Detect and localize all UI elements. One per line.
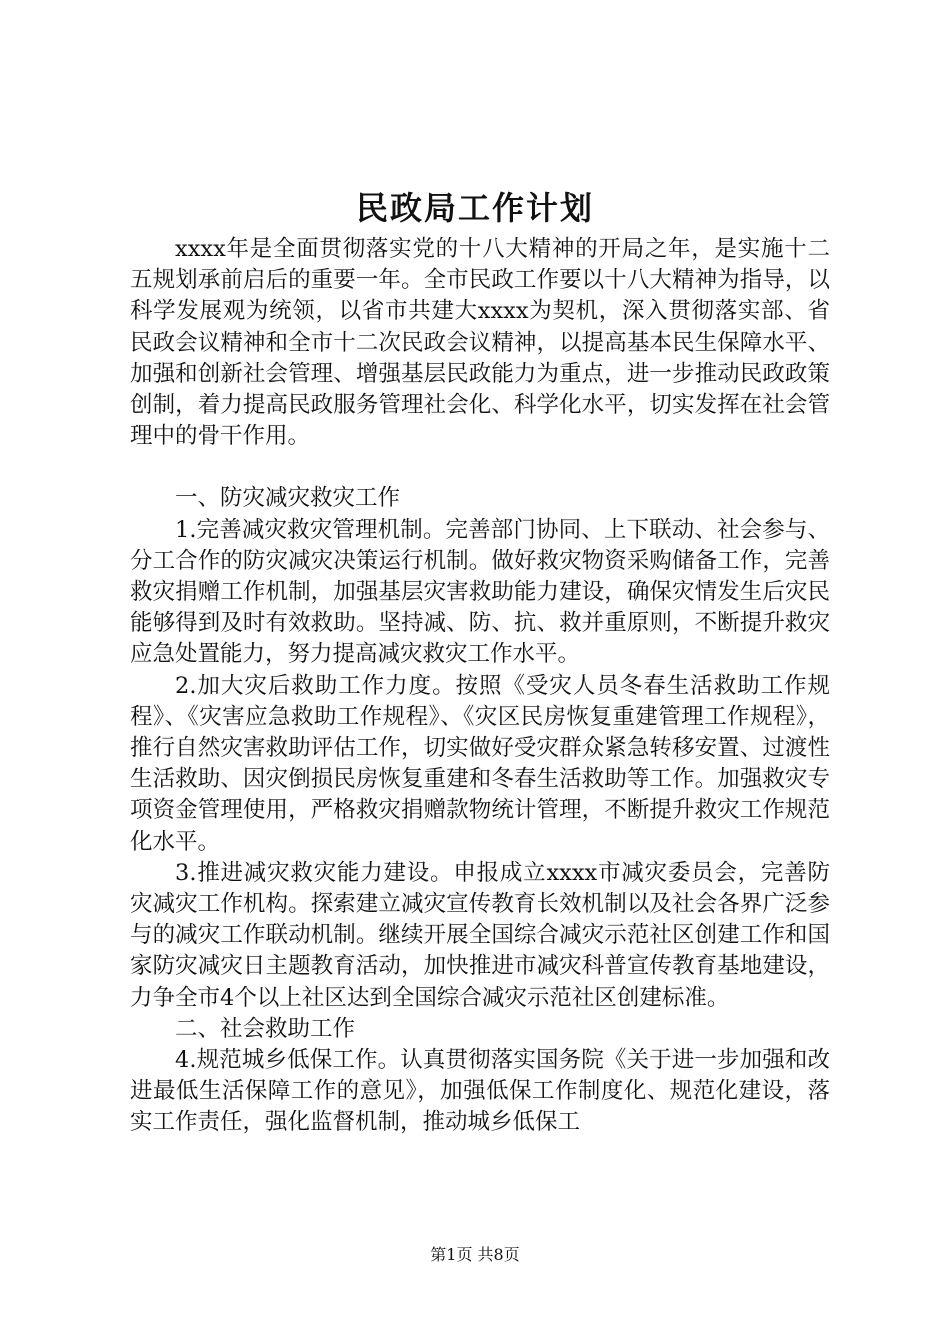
- page-number: 第1页 共8页: [430, 1245, 520, 1264]
- section-heading-2: 二、社会救助工作: [175, 1015, 356, 1042]
- page-title: 民政局工作计划: [355, 189, 594, 227]
- document-body: [130, 234, 830, 1139]
- paragraph-item-2: 2.加大灾后救助工作力度。按照《受灾人员冬春生活救助工作规程》、《灾害应急救助工作规程》、《灾区民房恢复重建管理工作规程》，推行自然灾害救助评估工作，切实做好受灾群众紧急转移安置、过渡性生活救助、因灾倒损民房恢复重建和冬春生活救助等工作。加强救灾专项资金管理使用，严格救灾捐赠款物统计管理，不断提升救灾工作规范化水平。: [130, 672, 830, 855]
- paragraph-item-3: 3.推进减灾救灾能力建设。申报成立xxxx市减灾委员会，完善防灾减灾工作机构。探索建立减灾宣传教育长效机制以及社会各界广泛参与的减灾工作联动机制。继续开展全国综合减灾示范社区创建工作和国家防灾减灾日主题教育活动，加快推进市减灾科普宣传教育基地建设，力争全市4个以上社区达到全国综合减灾示范社区创建标准。: [130, 859, 830, 1011]
- intro-paragraph: xxxx年是全面贯彻落实党的十八大精神的开局之年，是实施十二五规划承前启后的重要一年。全市民政工作要以十八大精神为指导，以科学发展观为统领，以省市共建大xxxx为契机，深入贯彻落实部、省民政会议精神和全市十二次民政会议精神，以提高基本民生保障水平、加强和创新社会管理、增强基层民政能力为重点，进一步推动民政政策创制，着力提高民政服务管理社会化、科学化水平，切实发挥在社会管理中的骨干作用。: [130, 236, 830, 450]
- paragraph-item-1: 1.完善减灾救灾管理机制。完善部门协同、上下联动、社会参与、分工合作的防灾减灾决策运行机制。做好救灾物资采购储备工作，完善救灾捐赠工作机制，加强基层灾害救助能力建设，确保灾情发生后灾民能够得到及时有效救助。坚持减、防、抗、救并重原则，不断提升救灾应急处置能力，努力提高减灾救灾工作水平。: [130, 516, 830, 668]
- paragraph-item-4: 4.规范城乡低保工作。认真贯彻落实国务院《关于进一步加强和改进最低生活保障工作的意见》，加强低保工作制度化、规范化建设，落实工作责任，强化监督机制，推动城乡低保工: [130, 1047, 830, 1136]
- section-heading-1: 一、防灾减灾救灾工作: [175, 485, 401, 512]
